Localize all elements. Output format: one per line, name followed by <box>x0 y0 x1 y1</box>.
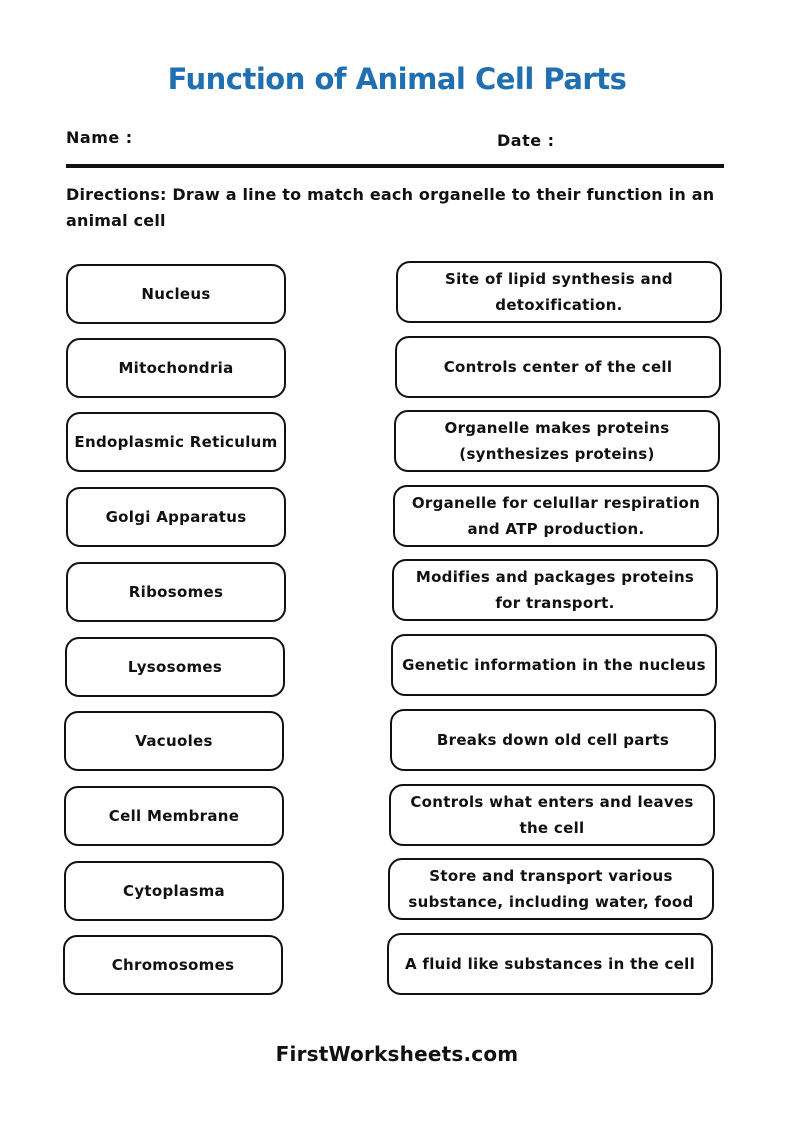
organelle-label: Golgi Apparatus <box>105 508 247 526</box>
function-line: Store and transport various <box>429 867 673 885</box>
function-line: Organelle for celullar respiration <box>411 494 701 512</box>
page-title: Function of Animal Cell Parts <box>167 62 627 96</box>
function-box[interactable] <box>388 858 714 920</box>
function-box[interactable] <box>390 709 716 771</box>
function-box[interactable] <box>393 485 719 547</box>
name-label: Name : <box>66 128 133 147</box>
organelle-label: Nucleus <box>141 285 211 303</box>
organelle-label: Endoplasmic Reticulum <box>74 433 278 451</box>
footer-site-name: FirstWorksheets.com <box>275 1042 519 1066</box>
function-line: Organelle makes proteins <box>444 419 670 437</box>
function-line: (synthesizes proteins) <box>459 445 655 463</box>
organelle-label: Chromosomes <box>111 956 235 974</box>
organelle-box[interactable] <box>65 637 285 697</box>
organelle-box[interactable] <box>66 338 286 398</box>
organelle-box[interactable] <box>63 935 283 995</box>
function-box[interactable] <box>389 784 715 846</box>
function-box[interactable] <box>394 410 720 472</box>
function-line: Controls center of the cell <box>443 358 673 376</box>
function-box[interactable] <box>396 261 722 323</box>
organelle-box[interactable] <box>64 786 284 846</box>
organelle-label: Cytoplasma <box>123 882 225 900</box>
function-line: detoxification. <box>495 296 623 314</box>
organelle-box[interactable] <box>66 562 286 622</box>
function-line: for transport. <box>495 594 615 612</box>
organelle-label: Cell Membrane <box>108 807 240 825</box>
function-line: Site of lipid synthesis and <box>445 270 673 288</box>
organelle-label: Vacuoles <box>135 732 213 750</box>
organelle-box[interactable] <box>64 711 284 771</box>
function-line: the cell <box>519 819 585 837</box>
directions-text: Directions: Draw a line to match each organelle to their function in an animal cell <box>66 185 715 230</box>
function-line: Genetic information in the nucleus <box>402 656 706 674</box>
organelle-box[interactable] <box>66 264 286 324</box>
organelle-label: Lysosomes <box>127 658 223 676</box>
function-box[interactable] <box>395 336 721 398</box>
organelle-label: Ribosomes <box>128 583 224 601</box>
function-line: Modifies and packages proteins <box>415 568 695 586</box>
function-box[interactable] <box>391 634 717 696</box>
function-line: A fluid like substances in the cell <box>404 955 696 973</box>
function-line: Controls what enters and leaves <box>410 793 694 811</box>
function-line: Breaks down old cell parts <box>436 731 670 749</box>
organelle-box[interactable] <box>66 412 286 472</box>
date-label: Date : <box>497 131 555 150</box>
header-divider <box>66 164 724 168</box>
function-box[interactable] <box>392 559 718 621</box>
function-line: and ATP production. <box>467 520 645 538</box>
organelle-label: Mitochondria <box>118 359 234 377</box>
organelle-box[interactable] <box>64 861 284 921</box>
function-line: substance, including water, food <box>408 893 694 911</box>
organelle-box[interactable] <box>66 487 286 547</box>
function-box[interactable] <box>387 933 713 995</box>
